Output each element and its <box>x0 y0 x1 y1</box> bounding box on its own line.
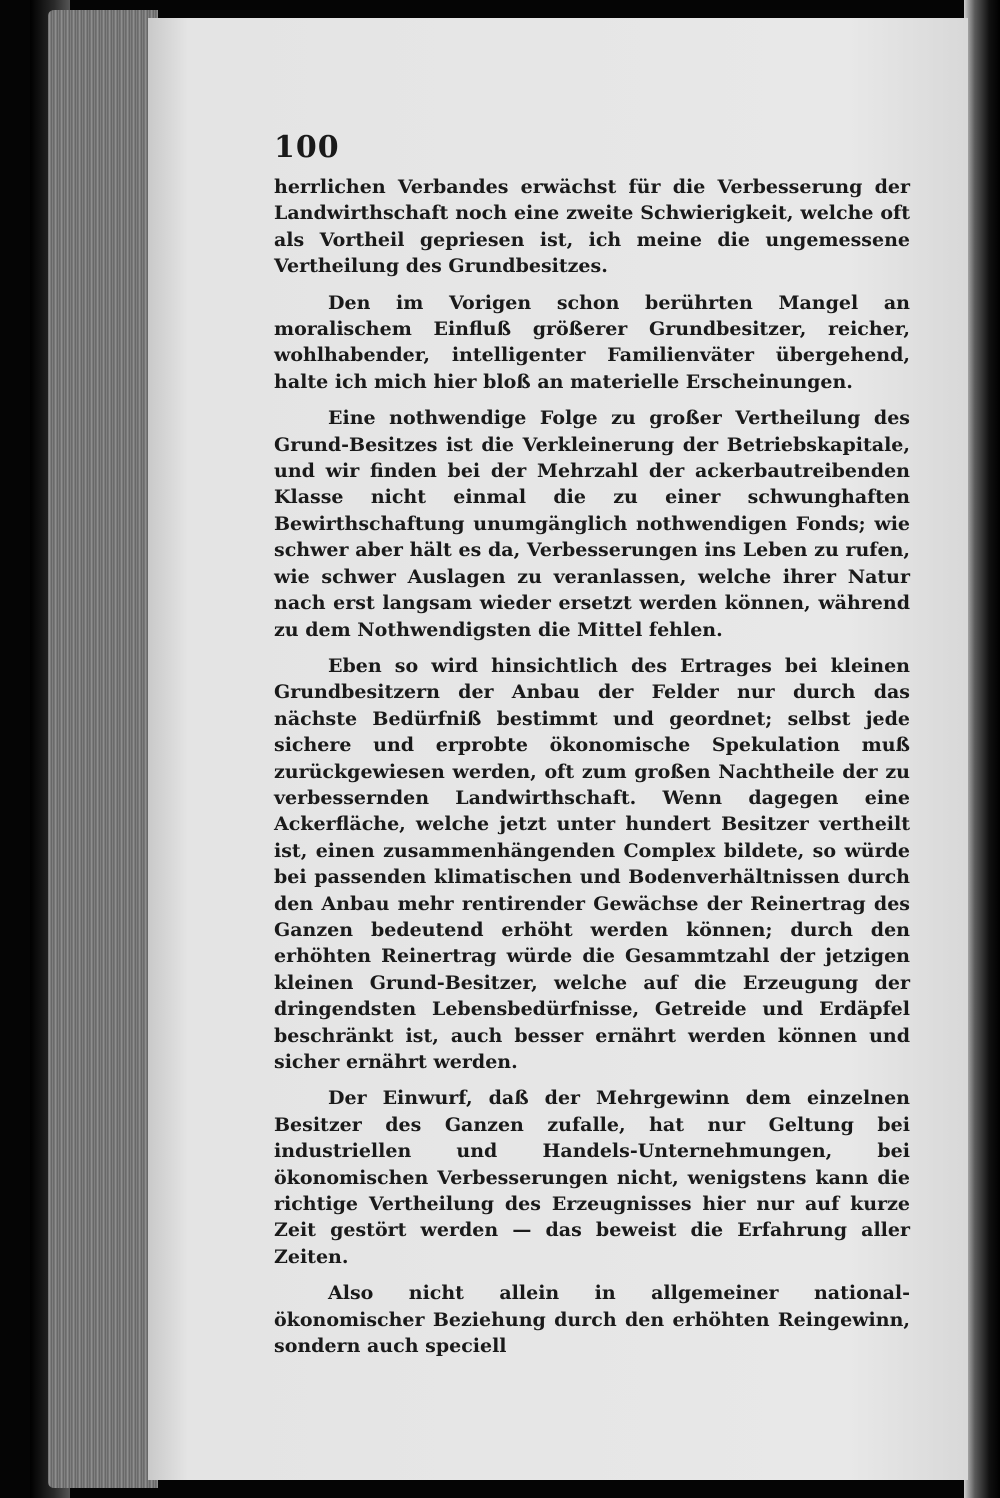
page-edges <box>48 10 158 1488</box>
paragraph: Den im Vorigen schon berührten Mangel an moralischem Einfluß größerer Grundbesitzer, reicher, wohlhabender, intelligenter Familienväter übergehend, halte ich mich hier bloß an materielle Erscheinungen. <box>274 291 910 393</box>
paragraph: Eben so wird hinsichtlich des Ertrages bei kleinen Grundbesitzern der Anbau der Felder nur durch das nächste Bedürfniß bestimmt und geordnet; selbst jede sichere und erprobte ökonomische Spekulation muß zurückgewiesen werden, oft zum großen Nachtheile der zu verbessernden Landwirthschaft. Wenn dagegen eine Ackerfläche, welche jetzt unter hundert Besitzer vertheilt ist, einen zusammenhängenden Complex bildete, so würde bei passenden klimatischen und Bodenverhältnissen durch den Anbau mehr rentirender Gewächse der Reinertrag des Ganzen bedeutend erhöht werden können; durch den erhöhten Reinertrag würde die Gesammtzahl der jetzigen kleinen Grund-Besitzer, welche auf die Erzeugung der dringendsten Lebensbedürfnisse, Getreide und Erdäpfel beschränkt ist, auch besser ernährt werden können und sicher ernährt werden. <box>274 654 910 1073</box>
paragraph: Eine nothwendige Folge zu großer Vertheilung des Grund-Besitzes ist die Verkleinerung der Betriebskapitale, und wir finden bei der Mehrzahl der ackerbautreibenden Klasse nicht einmal die zu einer schwunghaften Bewirthschaftung unumgänglich nothwendigen Fonds; wie schwer aber hält es da, Verbesserungen ins Leben zu rufen, wie schwer Auslagen zu veranlassen, welche ihrer Natur nach erst langsam wieder ersetzt werden können, während zu dem Nothwendigsten die Mittel fehlen. <box>274 407 910 641</box>
binding-edge <box>964 0 1000 1498</box>
text-block <box>274 130 910 1359</box>
paragraph: herrlichen Verbandes erwächst für die Verbesserung der Landwirthschaft noch eine zweite Schwierigkeit, welche oft als Vortheil gepriesen ist, ich meine die ungemessene Vertheilung des Grundbesitzes. <box>274 176 910 278</box>
book-page <box>148 18 968 1480</box>
paragraph: Also nicht allein in allgemeiner national-ökonomischer Beziehung durch den erhöhten Reingewinn, sondern auch speciell <box>274 1282 910 1358</box>
paragraph: Der Einwurf, daß der Mehrgewinn dem einzelnen Besitzer des Ganzen zufalle, hat nur Geltung bei industriellen und Handels-Unternehmungen, bei ökonomischen Verbesserungen nicht, wenigstens kann die richtige Vertheilung des Erzeugnisses hier nur auf kurze Zeit gestört werden — das beweist die Erfahrung aller Zeiten. <box>274 1087 910 1268</box>
page-number: 100 <box>274 130 340 165</box>
